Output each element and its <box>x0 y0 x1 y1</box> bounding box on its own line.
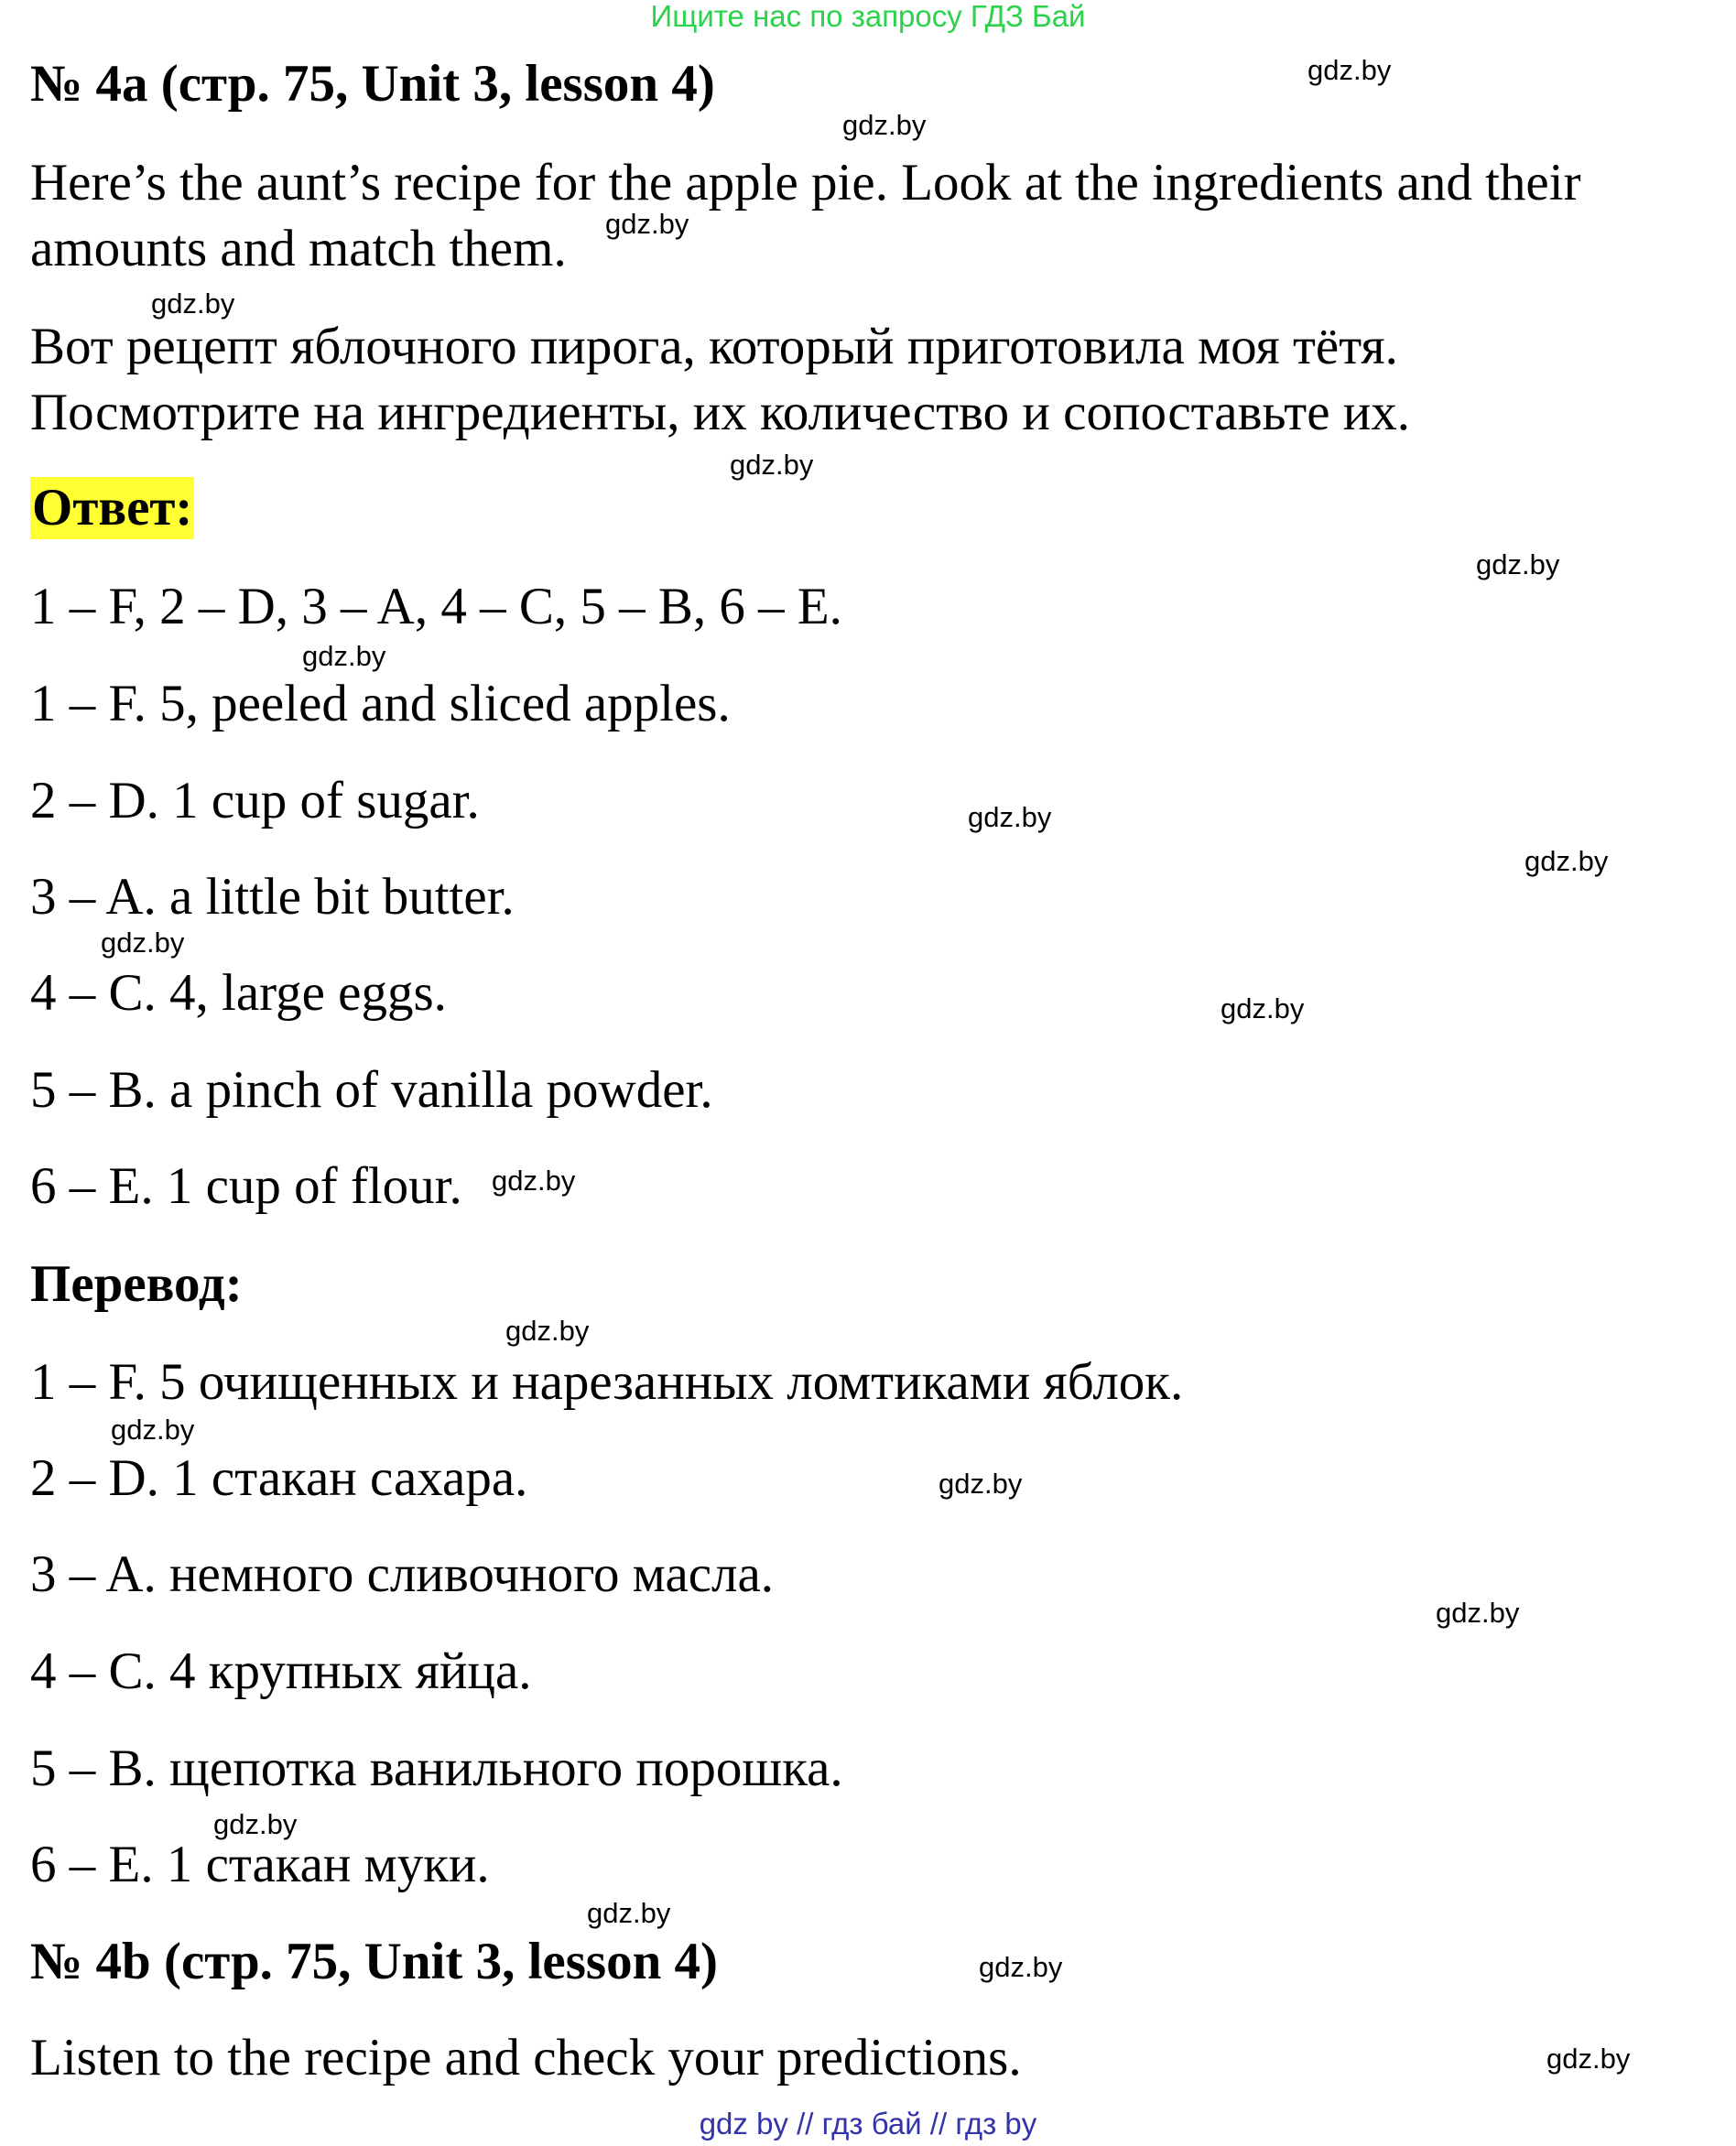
watermark: gdz.by <box>213 1808 298 1840</box>
answer-label: Ответ: <box>30 477 194 539</box>
watermark: gdz.by <box>1524 845 1609 877</box>
watermark: gdz.by <box>979 1951 1063 1983</box>
task-4b-instruction: Listen to the recipe and check your predictions. <box>30 2029 1022 2086</box>
translation-line-1: 1 – F. 5 очищенных и нарезанных ломтиками яблок. <box>30 1353 1184 1411</box>
answer-line-5: 5 – B. a pinch of vanilla powder. <box>30 1061 713 1119</box>
watermark: gdz.by <box>1221 992 1305 1024</box>
watermark: gdz.by <box>730 449 814 481</box>
translation-line-4: 4 – C. 4 крупных яйца. <box>30 1642 532 1700</box>
watermark: gdz.by <box>1546 2043 1631 2075</box>
instruction-en-line-2: amounts and match them. <box>30 220 567 277</box>
footer-links[interactable]: gdz by // гдз бай // гдз by <box>699 2107 1037 2141</box>
watermark: gdz.by <box>842 109 927 141</box>
watermark: gdz.by <box>505 1315 590 1347</box>
answer-line-3: 3 – A. a little bit butter. <box>30 868 515 926</box>
watermark: gdz.by <box>939 1468 1023 1500</box>
watermark: gdz.by <box>302 640 386 672</box>
watermark: gdz.by <box>111 1414 195 1446</box>
watermark: gdz.by <box>968 801 1052 833</box>
watermark: gdz.by <box>101 927 185 959</box>
watermark: gdz.by <box>587 1897 671 1929</box>
translation-line-3: 3 – A. немного сливочного масла. <box>30 1545 775 1603</box>
answer-line-4: 4 – C. 4, large eggs. <box>30 964 447 1022</box>
answer-line-1: 1 – F. 5, peeled and sliced apples. <box>30 675 731 732</box>
watermark: gdz.by <box>605 208 689 240</box>
task-4a-title: № 4a (стр. 75, Unit 3, lesson 4) <box>30 55 715 113</box>
instruction-ru-line-1: Вот рецепт яблочного пирога, который приготовила моя тётя. <box>30 318 1398 375</box>
watermark: gdz.by <box>492 1165 576 1197</box>
translation-label: Перевод: <box>30 1255 243 1313</box>
instruction-ru-line-2: Посмотрите на ингредиенты, их количество и сопоставьте их. <box>30 384 1411 441</box>
watermark: gdz.by <box>1307 54 1392 86</box>
instruction-en-line-1: Here’s the aunt’s recipe for the apple pie. Look at the ingredients and their <box>30 154 1581 211</box>
translation-line-2: 2 – D. 1 стакан сахара. <box>30 1449 528 1507</box>
answer-summary: 1 – F, 2 – D, 3 – A, 4 – C, 5 – B, 6 – E. <box>30 578 842 635</box>
translation-line-6: 6 – E. 1 стакан муки. <box>30 1836 490 1893</box>
top-banner[interactable]: Ищите нас по запросу ГДЗ Бай <box>650 0 1086 33</box>
answer-line-6: 6 – E. 1 cup of flour. <box>30 1157 462 1215</box>
watermark: gdz.by <box>1476 548 1560 580</box>
answer-line-2: 2 – D. 1 cup of sugar. <box>30 772 480 829</box>
translation-line-5: 5 – B. щепотка ванильного порошка. <box>30 1740 843 1797</box>
watermark: gdz.by <box>1436 1597 1520 1629</box>
task-4b-title: № 4b (стр. 75, Unit 3, lesson 4) <box>30 1933 719 1990</box>
watermark: gdz.by <box>151 287 235 320</box>
